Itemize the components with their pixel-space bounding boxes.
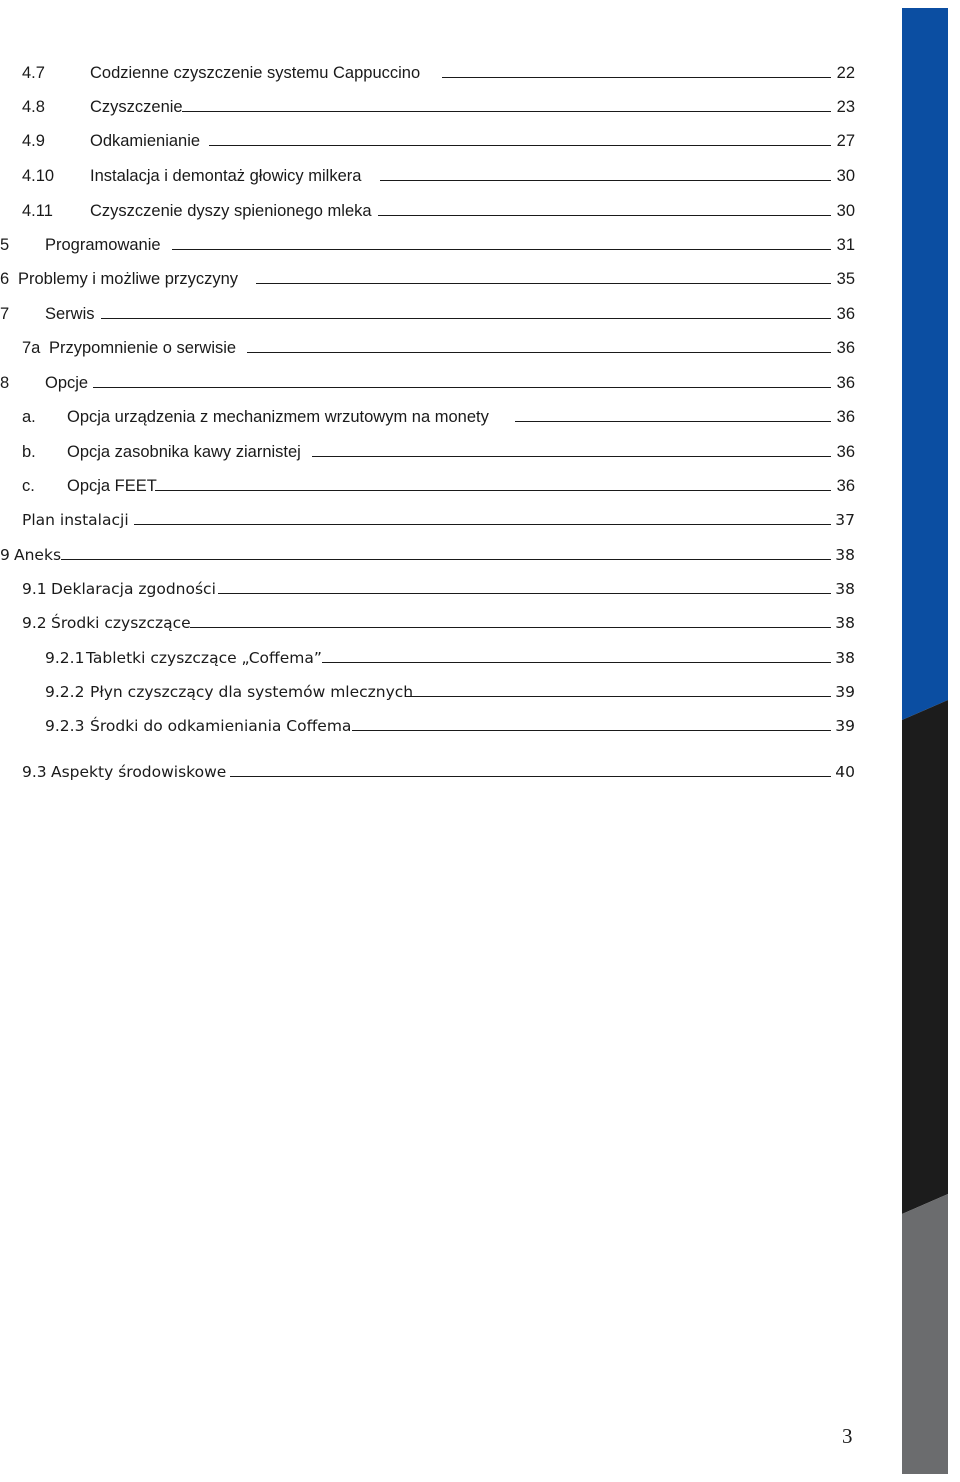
toc-entry[interactable] [0,542,855,568]
toc-entry-page: 30 [836,167,855,185]
toc-entry-title: Aspekty środowiskowe [51,763,227,781]
toc-entry-page: 35 [836,270,855,288]
toc-entry-title: Instalacja i demontaż głowicy milkera [90,167,362,185]
toc-entry-title: Odkamienianie [90,132,201,150]
toc-entry-title: Opcja zasobnika kawy ziarnistej [67,443,301,461]
toc-entry-title: Codzienne czyszczenie systemu Cappuccino [90,64,421,82]
toc-entry-number: 8 [0,374,10,392]
toc-leader-line [352,713,831,731]
toc-entry-title: Opcja urządzenia z mechanizmem wrzutowym na monety [67,408,489,426]
toc-entry-page: 37 [835,511,855,529]
toc-entry[interactable] [0,439,855,465]
toc-leader-line [247,335,831,353]
toc-entry[interactable] [0,473,855,499]
sidebar-dark-band [902,700,948,1214]
toc-entry[interactable] [0,645,855,671]
toc-entry[interactable] [0,404,855,430]
toc-entry-number: 7a [22,339,41,357]
toc-leader-line [230,759,831,777]
toc-entry[interactable] [0,60,855,86]
toc-leader-line [218,576,831,594]
toc-entry-number: 5 [0,236,10,254]
toc-entry-number: b. [22,443,36,461]
toc-leader-line [442,60,831,78]
toc-entry-number: 9.1 [22,580,47,598]
toc-entry-number: 9.2.3 [45,717,85,735]
toc-entry[interactable] [0,232,855,258]
toc-leader-line [155,473,831,491]
toc-entry-page: 30 [836,202,855,220]
toc-entry-title: Opcje [45,374,89,392]
toc-leader-line [182,94,831,112]
toc-entry-title: Aneks [14,546,62,564]
toc-entry-page: 23 [836,98,855,116]
toc-entry-page: 36 [836,443,855,461]
toc-leader-line [93,370,831,388]
toc-leader-line [378,198,831,216]
toc-entry-page: 39 [835,717,855,735]
toc-entry[interactable] [0,94,855,120]
toc-leader-line [61,542,831,560]
toc-entry-title: Czyszczenie [90,98,183,116]
toc-entry-title: Deklaracja zgodności [51,580,216,598]
toc-entry[interactable] [0,198,855,224]
toc-entry-page: 36 [836,305,855,323]
toc-entry-number: 4.9 [22,132,45,150]
toc-leader-line [312,439,831,457]
toc-entry-page: 36 [836,339,855,357]
toc-leader-line [405,679,831,697]
toc-entry-title: Przypomnienie o serwisie [49,339,237,357]
toc-entry-page: 31 [836,236,855,254]
toc-entry-number: c. [22,477,35,495]
toc-leader-line [209,128,831,146]
toc-entry-number: a. [22,408,36,426]
decorative-sidebar [902,8,948,1474]
toc-entry-title: Opcja FEET [67,477,157,495]
toc-entry[interactable] [0,507,855,533]
toc-entry-page: 38 [835,580,855,598]
toc-entry-title: Płyn czyszczący dla systemów mlecznych [90,683,414,701]
toc-leader-line [256,266,831,284]
toc-entry-page: 38 [835,546,855,564]
sidebar-blue-band [902,8,948,720]
toc-entry-title: Plan instalacji [22,511,129,529]
toc-entry-number: 4.8 [22,98,45,116]
toc-entry-page: 40 [835,763,855,781]
toc-entry[interactable] [0,610,855,636]
toc-entry-title: Programowanie [45,236,161,254]
toc-entry-number: 7 [0,305,10,323]
toc-entry[interactable] [0,163,855,189]
toc-entry-number: 9.3 [22,763,47,781]
toc-entry[interactable] [0,713,855,739]
toc-entry-number: 6 [0,270,10,288]
toc-entry-page: 36 [836,477,855,495]
toc-entry-number: 9 [0,546,10,564]
toc-leader-line [380,163,831,181]
toc-entry-number: 4.11 [22,202,53,220]
toc-entry[interactable] [0,370,855,396]
sidebar-gray-band [902,1194,948,1474]
toc-entry-title: Problemy i możliwe przyczyny [18,270,239,288]
toc-entry[interactable] [0,128,855,154]
toc-entry-number: 4.7 [22,64,45,82]
toc-entry[interactable] [0,335,855,361]
toc-leader-line [172,232,831,250]
toc-entry-page: 38 [835,614,855,632]
toc-entry-title: Środki czyszczące [51,614,191,632]
toc-leader-line [134,507,831,525]
toc-entry-page: 36 [836,374,855,392]
page-number: 3 [842,1424,853,1448]
toc-entry[interactable] [0,301,855,327]
toc-entry-page: 36 [836,408,855,426]
toc-entry-page: 38 [835,649,855,667]
toc-leader-line [190,610,831,628]
toc-entry-page: 27 [836,132,855,150]
toc-entry[interactable] [0,576,855,602]
toc-entry-title: Tabletki czyszczące „Coffema” [86,649,322,667]
toc-entry-title: Środki do odkamieniania Coffema [90,717,352,735]
toc-entry-page: 22 [836,64,855,82]
toc-entry[interactable] [0,679,855,705]
toc-entry-number: 4.10 [22,167,55,185]
toc-leader-line [515,404,831,422]
toc-entry[interactable] [0,759,855,785]
toc-entry[interactable] [0,266,855,292]
toc-entry-number: 9.2.1 [45,649,85,667]
toc-entry-page: 39 [835,683,855,701]
toc-entry-title: Serwis [45,305,95,323]
toc-leader-line [322,645,831,663]
toc-entry-number: 9.2.2 [45,683,85,701]
toc-entry-title: Czyszczenie dyszy spienionego mleka [90,202,372,220]
toc-entry-number: 9.2 [22,614,47,632]
toc-leader-line [101,301,831,319]
